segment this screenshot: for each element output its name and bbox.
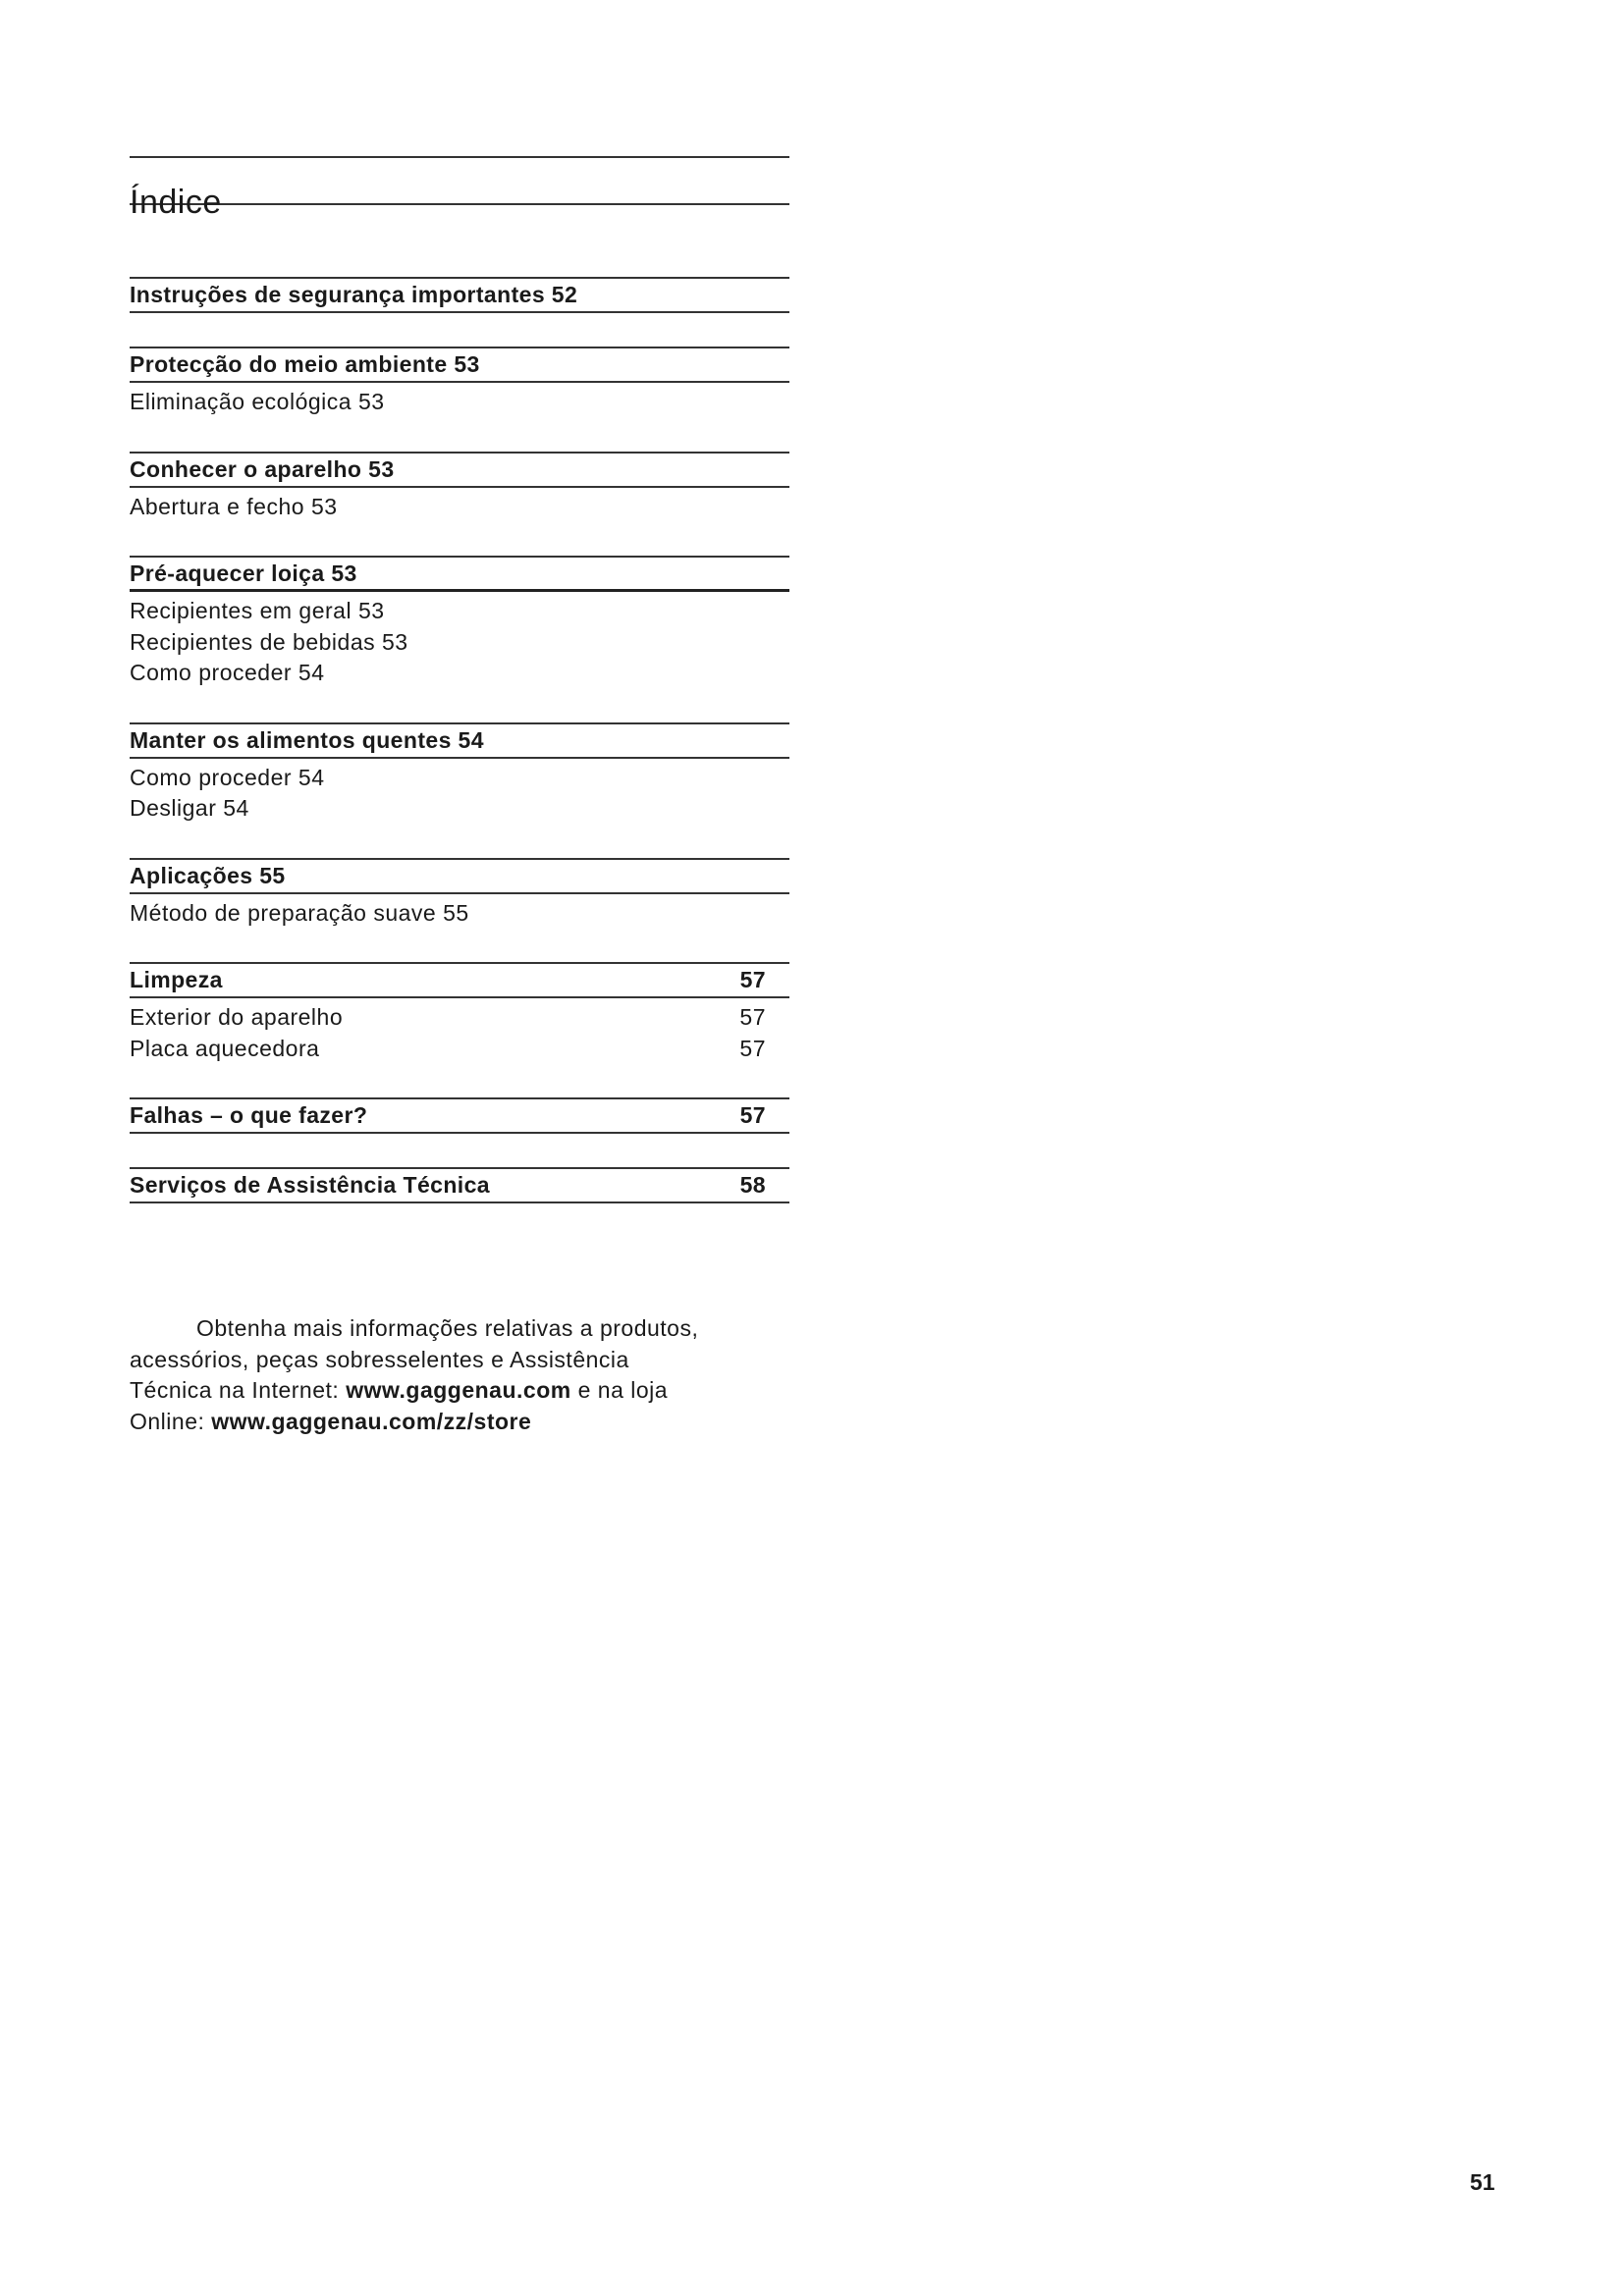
toc-entry[interactable] bbox=[130, 658, 789, 689]
toc-entry[interactable] bbox=[130, 596, 789, 627]
section-heading-page: 57 bbox=[739, 967, 766, 992]
info-line bbox=[130, 1407, 789, 1438]
toc-entries bbox=[130, 383, 789, 418]
toc-section-heading[interactable] bbox=[130, 277, 789, 313]
toc-section bbox=[130, 722, 789, 825]
website-link[interactable]: www.gaggenau.com bbox=[346, 1377, 571, 1403]
entry-text: Abertura e fecho 53 bbox=[130, 493, 338, 519]
entry-text: Desligar 54 bbox=[130, 795, 249, 821]
page-number: 51 bbox=[1470, 2169, 1495, 2195]
store-link[interactable]: www.gaggenau.com/zz/store bbox=[211, 1408, 532, 1434]
entry-page: 57 bbox=[739, 1035, 766, 1061]
info-text: Online: bbox=[130, 1408, 212, 1434]
section-heading-text: Falhas – o que fazer? bbox=[130, 1102, 368, 1128]
section-heading-text: Pré-aquecer loiça 53 bbox=[130, 561, 357, 586]
title-block bbox=[130, 156, 789, 221]
section-heading-page: 58 bbox=[739, 1172, 766, 1198]
toc-entry[interactable] bbox=[130, 387, 789, 418]
section-heading-text: Aplicações 55 bbox=[130, 862, 286, 888]
entry-text: Como proceder 54 bbox=[130, 660, 325, 685]
info-line bbox=[130, 1313, 789, 1345]
toc-entries bbox=[130, 759, 789, 825]
toc-entry[interactable] bbox=[130, 1002, 789, 1034]
toc-entries bbox=[130, 894, 789, 930]
toc-section bbox=[130, 1097, 789, 1134]
toc-section-heading[interactable] bbox=[130, 1167, 789, 1203]
table-of-contents bbox=[130, 277, 789, 1237]
toc-entry[interactable] bbox=[130, 898, 789, 930]
section-heading-text: Serviços de Assistência Técnica bbox=[130, 1172, 490, 1198]
entry-text: Recipientes de bebidas 53 bbox=[130, 628, 408, 655]
toc-section-heading[interactable] bbox=[130, 722, 789, 759]
entry-text: Recipientes em geral 53 bbox=[130, 598, 385, 623]
toc-section-heading[interactable] bbox=[130, 858, 789, 894]
info-line: acessórios, peças sobresselentes e Assistência bbox=[130, 1346, 629, 1372]
info-line bbox=[130, 1375, 789, 1407]
entry-text: Eliminação ecológica 53 bbox=[130, 389, 385, 414]
toc-entry[interactable] bbox=[130, 492, 789, 523]
toc-section bbox=[130, 1167, 789, 1203]
toc-entries bbox=[130, 998, 789, 1064]
section-heading-text: Limpeza bbox=[130, 967, 223, 992]
info-text: Obtenha mais informações relativas a produtos, bbox=[196, 1315, 699, 1341]
entry-text: Como proceder 54 bbox=[130, 764, 325, 790]
section-heading-text: Protecção do meio ambiente 53 bbox=[130, 351, 480, 377]
toc-section bbox=[130, 962, 789, 1064]
toc-entry[interactable] bbox=[130, 763, 789, 794]
toc-section bbox=[130, 277, 789, 313]
entry-text: Exterior do aparelho bbox=[130, 1004, 344, 1030]
toc-entry[interactable] bbox=[130, 793, 789, 825]
entry-text: Método de preparação suave 55 bbox=[130, 899, 469, 926]
toc-entries bbox=[130, 592, 789, 689]
toc-section-heading[interactable] bbox=[130, 962, 789, 998]
entry-text: Placa aquecedora bbox=[130, 1035, 320, 1061]
toc-section-heading[interactable] bbox=[130, 452, 789, 488]
toc-section bbox=[130, 556, 789, 689]
section-heading-text: Conhecer o aparelho 53 bbox=[130, 455, 395, 482]
section-heading-text: Instruções de segurança importantes 52 bbox=[130, 282, 578, 307]
section-heading-page: 57 bbox=[739, 1102, 766, 1128]
toc-section-heading[interactable] bbox=[130, 1097, 789, 1134]
toc-entry[interactable] bbox=[130, 1034, 789, 1065]
info-paragraph bbox=[130, 1313, 789, 1437]
info-text: Técnica na Internet: bbox=[130, 1377, 347, 1403]
toc-section bbox=[130, 347, 789, 418]
toc-section-heading[interactable] bbox=[130, 347, 789, 383]
page-title: Índice bbox=[130, 183, 222, 221]
entry-page: 57 bbox=[739, 1004, 766, 1030]
toc-section bbox=[130, 452, 789, 523]
toc-section bbox=[130, 858, 789, 930]
info-text: e na loja bbox=[570, 1377, 669, 1403]
toc-entry[interactable] bbox=[130, 627, 789, 659]
toc-entries bbox=[130, 488, 789, 523]
toc-section-heading[interactable] bbox=[130, 556, 789, 592]
section-heading-text: Manter os alimentos quentes 54 bbox=[130, 726, 484, 753]
